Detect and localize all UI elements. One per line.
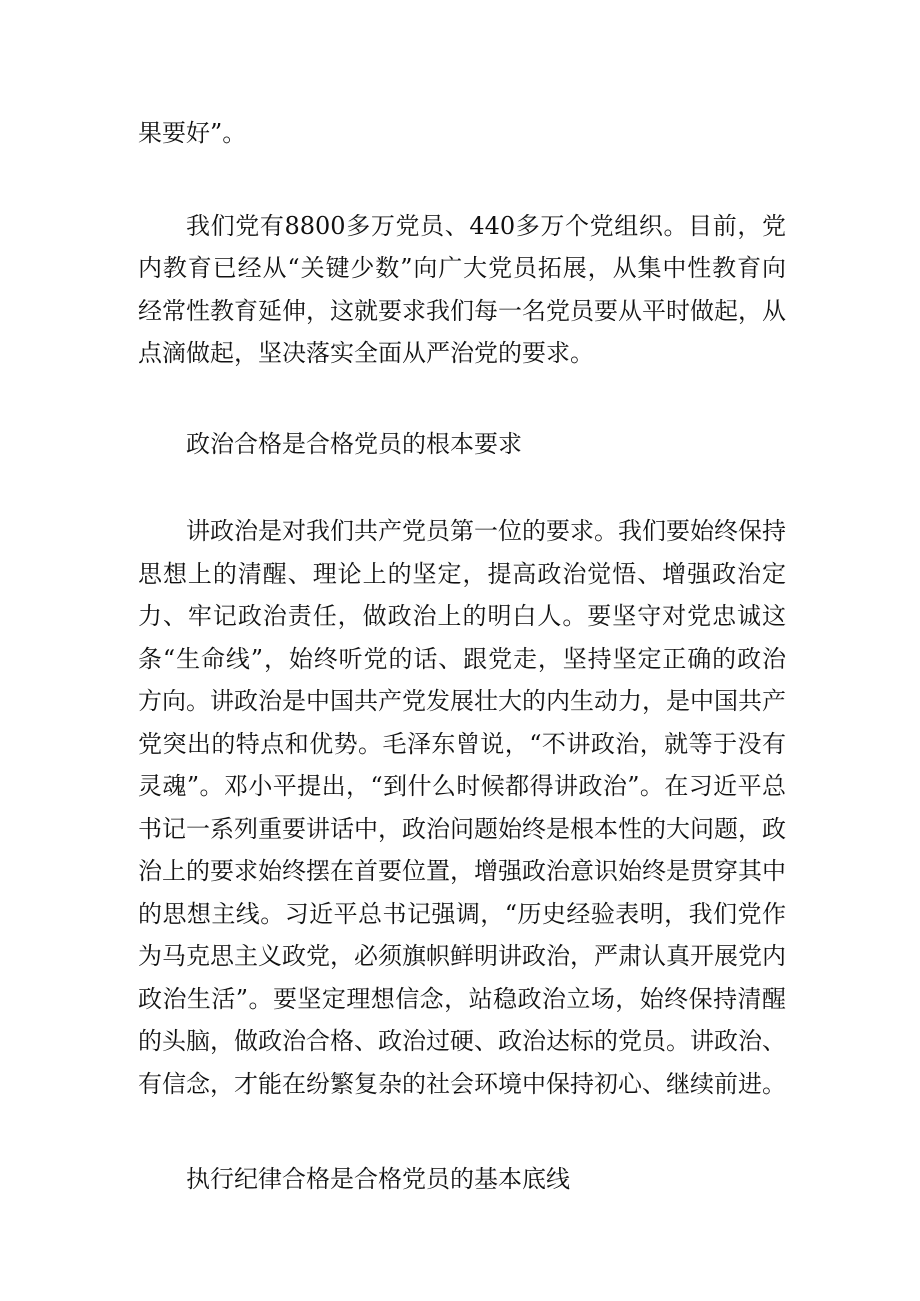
paragraph-political-qualification: 讲政治是对我们共产党员第一位的要求。我们要始终保持思想上的清醒、理论上的坚定，提高政治觉悟、增强政治定力、牢记政治责任，做政治上的明白人。要坚守对党忠诚这条“生命线”，始终听党的话、跟党走，坚持坚定正确的政治方向。讲政治是中国共产党发展壮大的内生动力，是中国共产党突出的特点和优势。毛泽东曾说，“不讲政治，就等于没有灵魂”。邓小平提出，“到什么时候都得讲政治”。在习近平总书记一系列重要讲话中，政治问题始终是根本性的大问题，政治上的要求始终摆在首要位置，增强政治意识始终是贯穿其中的思想主线。习近平总书记强调，“历史经验表明，我们党作为马克思主义政党，必须旗帜鲜明讲政治，严肃认真开展党内政治生活”。要坚定理想信念，站稳政治立场，始终保持清醒的头脑，做政治合格、政治过硬、政治达标的党员。讲政治、有信念，才能在纷繁复杂的社会环境中保持初心、继续前进。 — [138, 517, 786, 1098]
document-page — [138, 112, 786, 1201]
paragraph-party-scale: 我们党有8800多万党员、440多万个党组织。目前，党内教育已经从“关键少数”向广大党员拓展，从集中性教育向经常性教育延伸，这就要求我们每一名党员要从平时做起，从点滴做起，坚决落实全面从严治党的要求。 — [138, 211, 786, 367]
section-heading-discipline: 执行纪律合格是合格党员的基本底线 — [186, 1165, 570, 1193]
section-heading-political: 政治合格是合格党员的根本要求 — [186, 429, 522, 458]
paragraph-continuation: 果要好”。 — [138, 119, 247, 147]
